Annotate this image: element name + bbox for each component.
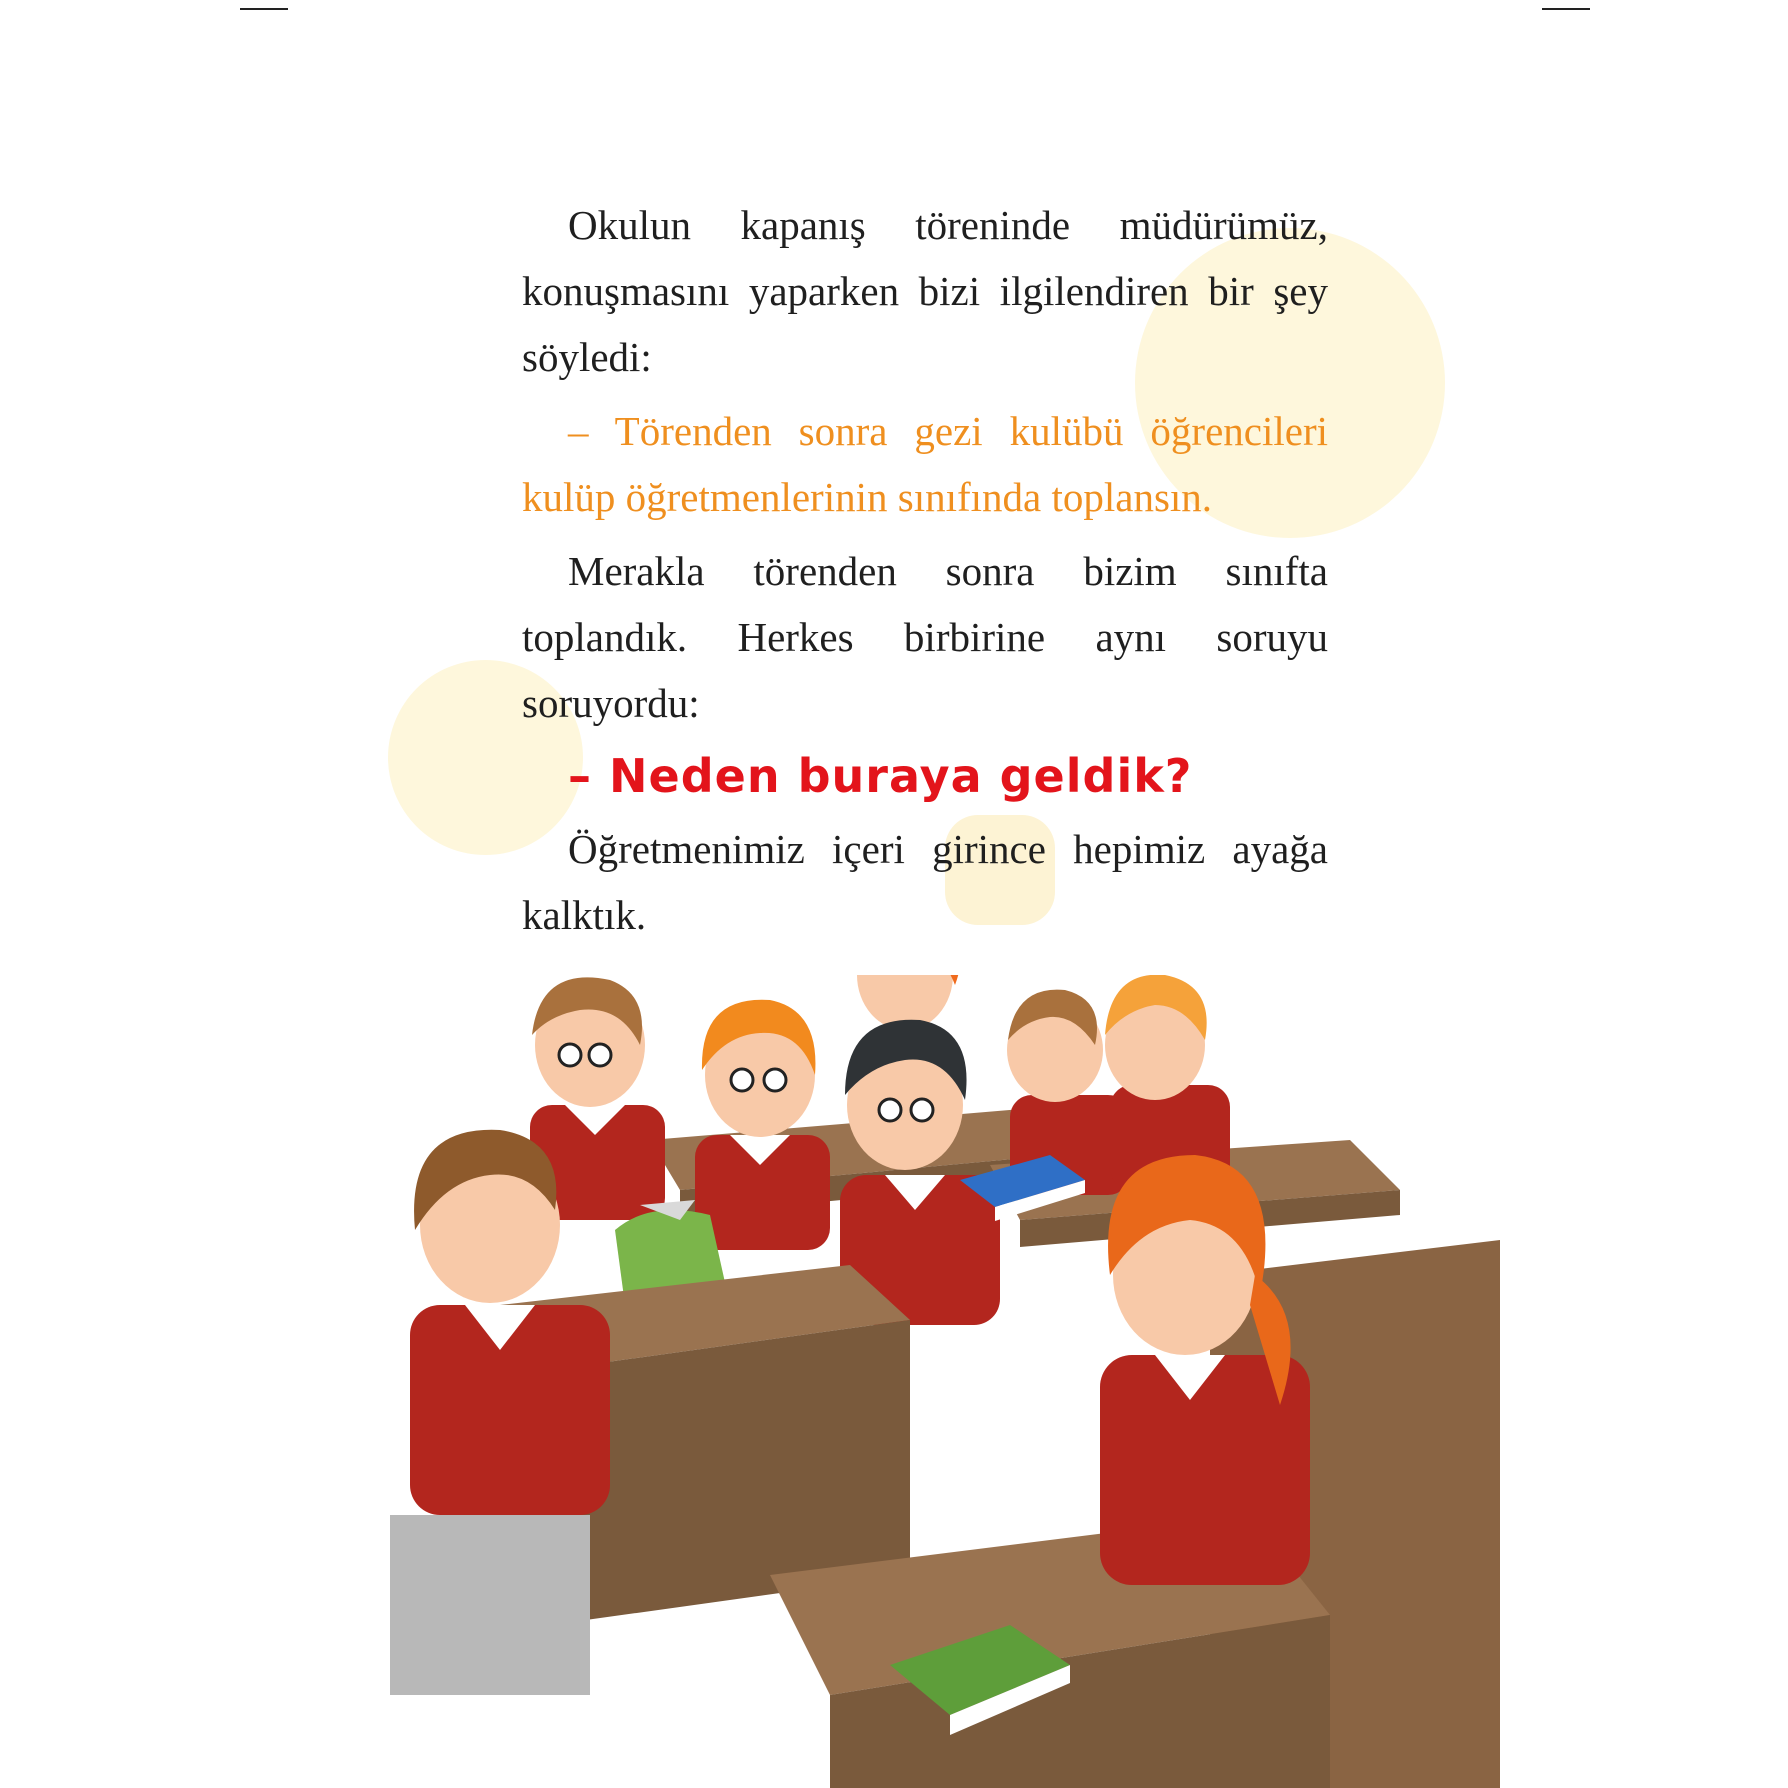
paragraph-announcement: – Törenden sonra gezi kulübü öğrencileri kulüp öğretmenlerinin sınıfında toplansın. [522,408,1328,520]
paragraph-teacher-enters: Öğretmenimiz içeri girince hepimiz ayağa kalktık. [522,826,1328,938]
classroom-students-illustration [350,975,1500,1788]
paragraph-question: – Neden buraya geldik? [568,749,1193,803]
paragraph-principal-speech: Okulun kapanış töreninde müdürümüz, konuşmasını yaparken bizi ilgilendiren bir şey söyledi: [522,202,1328,380]
crop-mark-right [1542,8,1590,10]
student-top-2 [695,1000,830,1250]
crop-mark-left [240,8,288,10]
story-text [522,192,1328,956]
paragraph-gathering: Merakla törenden sonra bizim sınıfta toplandık. Herkes birbirine aynı soruyu soruyordu: [522,548,1328,726]
